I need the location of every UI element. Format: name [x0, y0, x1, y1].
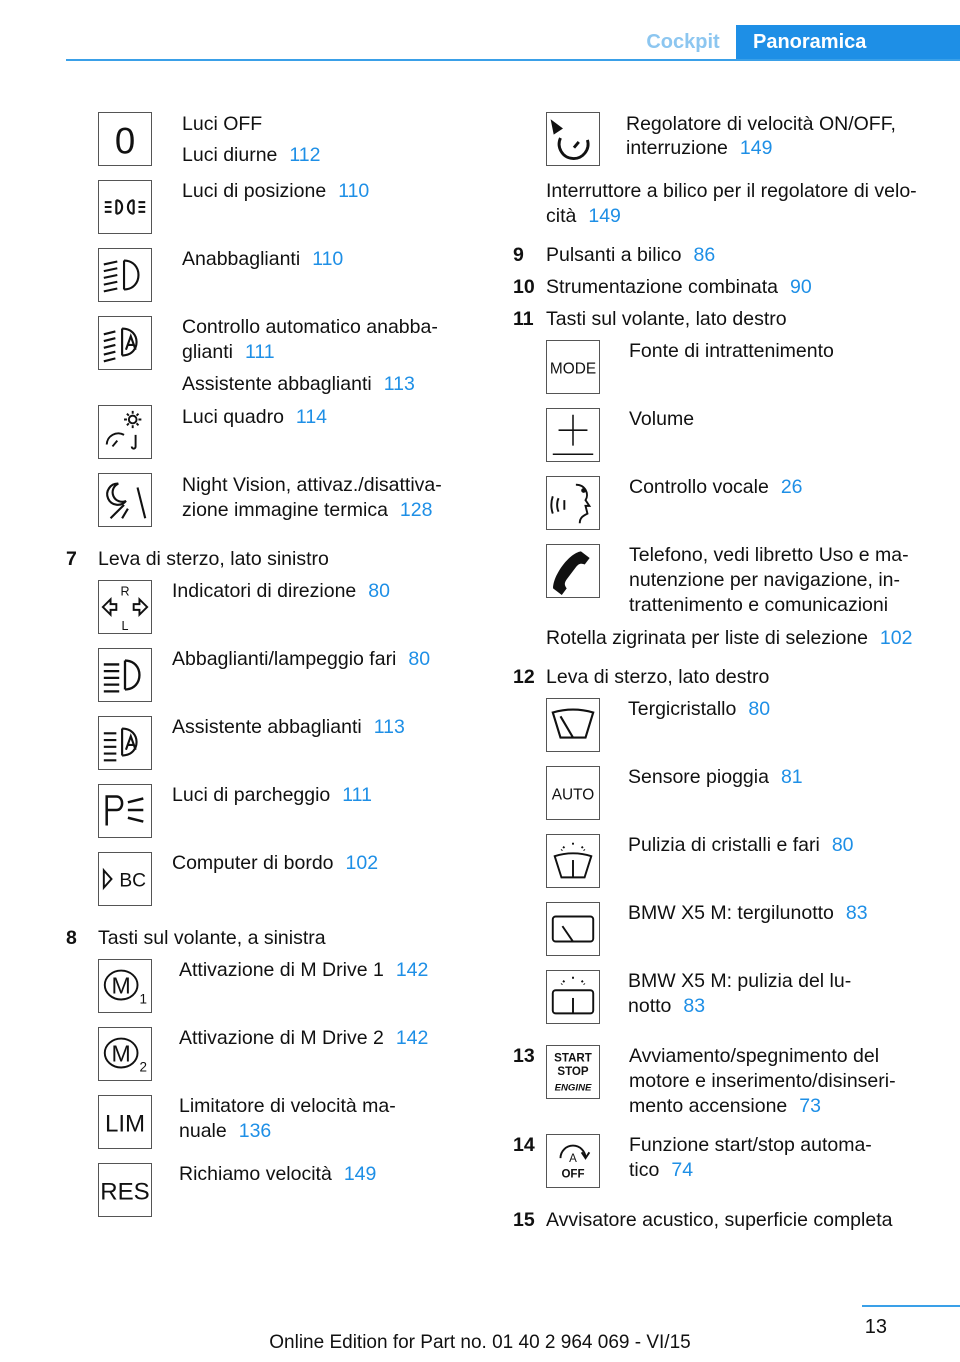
auto-headlight-icon	[98, 316, 152, 370]
light-off-icon	[98, 112, 152, 166]
item-assistente-abbaglianti-2: Assistente abbaglianti 113	[172, 716, 405, 738]
item-luci-off: Luci OFF	[182, 113, 263, 135]
section-number: 12	[513, 666, 535, 688]
high-beam-icon	[98, 648, 152, 702]
svg-text:RES: RES	[100, 1178, 150, 1206]
item-abbaglianti: Abbaglianti/lampeggio fari 80	[172, 648, 431, 670]
item-volume: Volume	[629, 408, 695, 430]
item-limitatore: Limitatore di velocità ma-	[179, 1095, 396, 1117]
svg-text:A: A	[569, 1152, 577, 1165]
item-rocker-cruise-line2: cità 149	[546, 205, 621, 227]
page-number: 13	[864, 1316, 887, 1338]
item-computer-bordo: Computer di bordo 102	[172, 852, 379, 874]
board-computer-icon	[98, 852, 152, 906]
section-number: 15	[513, 1209, 535, 1231]
svg-text:R: R	[120, 584, 130, 599]
section-number: 14	[513, 1134, 535, 1156]
item-anabbaglianti: Anabbaglianti 110	[182, 248, 344, 270]
item-cruise: Regolatore di velocità ON/OFF,	[626, 113, 896, 135]
speed-limiter-icon	[98, 1095, 152, 1149]
svg-text:START: START	[554, 1052, 592, 1065]
section-number: 7	[66, 548, 77, 570]
item-pulsanti-bilico: Pulsanti a bilico 86	[546, 244, 716, 266]
volume-plus-icon	[546, 408, 600, 462]
item-luci-parcheggio: Luci di parcheggio 111	[172, 784, 372, 806]
item-luci-diurne: Luci diurne 112	[182, 144, 321, 166]
item-telefono-line3: trattenimento e comunicazioni	[629, 594, 889, 616]
header-rule	[66, 59, 960, 61]
item-strumentazione: Strumentazione combinata 90	[546, 276, 812, 298]
svg-text:1: 1	[139, 991, 148, 1007]
section-number: 13	[513, 1045, 535, 1067]
resume-speed-icon	[98, 1163, 152, 1217]
item-start-stop-auto: Funzione start/stop automa-	[629, 1134, 872, 1156]
section-title: Tasti sul volante, a sinistra	[98, 927, 326, 949]
item-fonte-intrattenimento: Fonte di intrattenimento	[629, 340, 834, 362]
svg-text:LIM: LIM	[104, 1110, 146, 1138]
item-pulizia-lunotto-line2: notto 83	[628, 995, 706, 1017]
item-assistente-abbaglianti: Assistente abbaglianti 113	[182, 373, 415, 395]
rear-washer-icon	[546, 970, 600, 1024]
svg-text:AUTO: AUTO	[551, 786, 595, 804]
low-beam-icon	[98, 248, 152, 302]
svg-text:OFF: OFF	[561, 1168, 585, 1181]
item-richiamo-velocita: Richiamo velocità 149	[179, 1163, 377, 1185]
item-avviamento-line2: motore e inserimento/disinseri-	[629, 1070, 896, 1092]
svg-text:0: 0	[114, 120, 136, 162]
m-drive-2-icon	[98, 1027, 152, 1081]
section-title: Tasti sul volante, lato destro	[546, 308, 787, 330]
item-m-drive-1: Attivazione di M Drive 1 142	[179, 959, 429, 981]
section-number: 9	[513, 244, 524, 266]
svg-text:BC: BC	[119, 870, 147, 892]
page-ref[interactable]: 112	[289, 144, 321, 166]
page-header	[0, 25, 960, 61]
section-number: 8	[66, 927, 77, 949]
item-avviamento: Avviamento/spegnimento del	[629, 1045, 880, 1067]
tab-panoramica[interactable]: Panoramica	[736, 25, 960, 59]
wiper-icon	[546, 698, 600, 752]
item-pulizia-lunotto: BMW X5 M: pulizia del lu-	[628, 970, 852, 992]
item-avviamento-line3: mento accensione 73	[629, 1095, 821, 1117]
night-vision-icon	[98, 473, 152, 527]
auto-start-stop-off-icon	[546, 1134, 600, 1188]
item-controllo-auto-line2: glianti 111	[182, 341, 275, 363]
edition-footer: Online Edition for Part no. 01 40 2 964 069 - VI/15	[269, 1332, 691, 1353]
item-cruise-line2: interruzione 149	[626, 137, 773, 159]
item-m-drive-2: Attivazione di M Drive 2 142	[179, 1027, 429, 1049]
item-controllo-vocale: Controllo vocale 26	[629, 476, 803, 498]
svg-text:2: 2	[139, 1059, 148, 1075]
item-avvisatore: Avvisatore acustico, superficie completa	[546, 1209, 893, 1231]
item-rotella: Rotella zigrinata per liste di selezione 102	[546, 627, 913, 649]
item-limitatore-line2: nuale 136	[179, 1120, 272, 1142]
item-pulizia-cristalli: Pulizia di cristalli e fari 80	[628, 834, 854, 856]
item-night-vision-line2: zione immagine termica 128	[182, 499, 433, 521]
footer-rule	[862, 1305, 960, 1307]
high-beam-assist-icon	[98, 716, 152, 770]
washer-icon	[546, 834, 600, 888]
section-title: Leva di sterzo, lato destro	[546, 666, 770, 688]
item-telefono-line2: nutenzione per navigazione, in-	[629, 569, 901, 591]
cruise-control-icon	[546, 112, 600, 166]
phone-icon	[546, 544, 600, 598]
parking-lights-icon	[98, 180, 152, 234]
parking-light-p-icon	[98, 784, 152, 838]
tab-cockpit[interactable]: Cockpit	[646, 31, 720, 53]
section-title: Leva di sterzo, lato sinistro	[98, 548, 329, 570]
item-start-stop-auto-line2: tico 74	[629, 1159, 694, 1181]
svg-text:M: M	[111, 972, 131, 999]
item-tergilunotto: BMW X5 M: tergilunotto 83	[628, 902, 868, 924]
mode-icon	[546, 340, 600, 394]
svg-text:MODE: MODE	[549, 360, 597, 378]
item-controllo-auto: Controllo automatico anabba-	[182, 316, 438, 338]
rear-wiper-icon	[546, 902, 600, 956]
item-luci-posizione: Luci di posizione 110	[182, 180, 370, 202]
svg-text:L: L	[121, 619, 129, 633]
item-luci-quadro: Luci quadro 114	[182, 406, 328, 428]
m-drive-1-icon	[98, 959, 152, 1013]
instrument-lights-icon	[98, 405, 152, 459]
turn-signal-icon	[98, 580, 152, 634]
item-tergicristallo: Tergicristallo 80	[628, 698, 771, 720]
item-telefono: Telefono, vedi libretto Uso e ma-	[629, 544, 909, 566]
item-rocker-cruise: Interruttore a bilico per il regolatore di velo-	[546, 180, 917, 202]
svg-text:M: M	[111, 1040, 131, 1067]
item-sensore-pioggia: Sensore pioggia 81	[628, 766, 803, 788]
section-number: 10	[513, 276, 535, 298]
svg-text:STOP: STOP	[557, 1065, 589, 1078]
voice-control-icon	[546, 476, 600, 530]
section-number: 11	[513, 308, 534, 330]
item-indicatori-direzione: Indicatori di direzione 80	[172, 580, 390, 602]
start-stop-engine-icon	[546, 1045, 600, 1099]
svg-text:ENGINE: ENGINE	[554, 1082, 592, 1094]
rain-sensor-icon	[546, 766, 600, 820]
item-night-vision: Night Vision, attivaz./disattiva-	[182, 474, 442, 496]
